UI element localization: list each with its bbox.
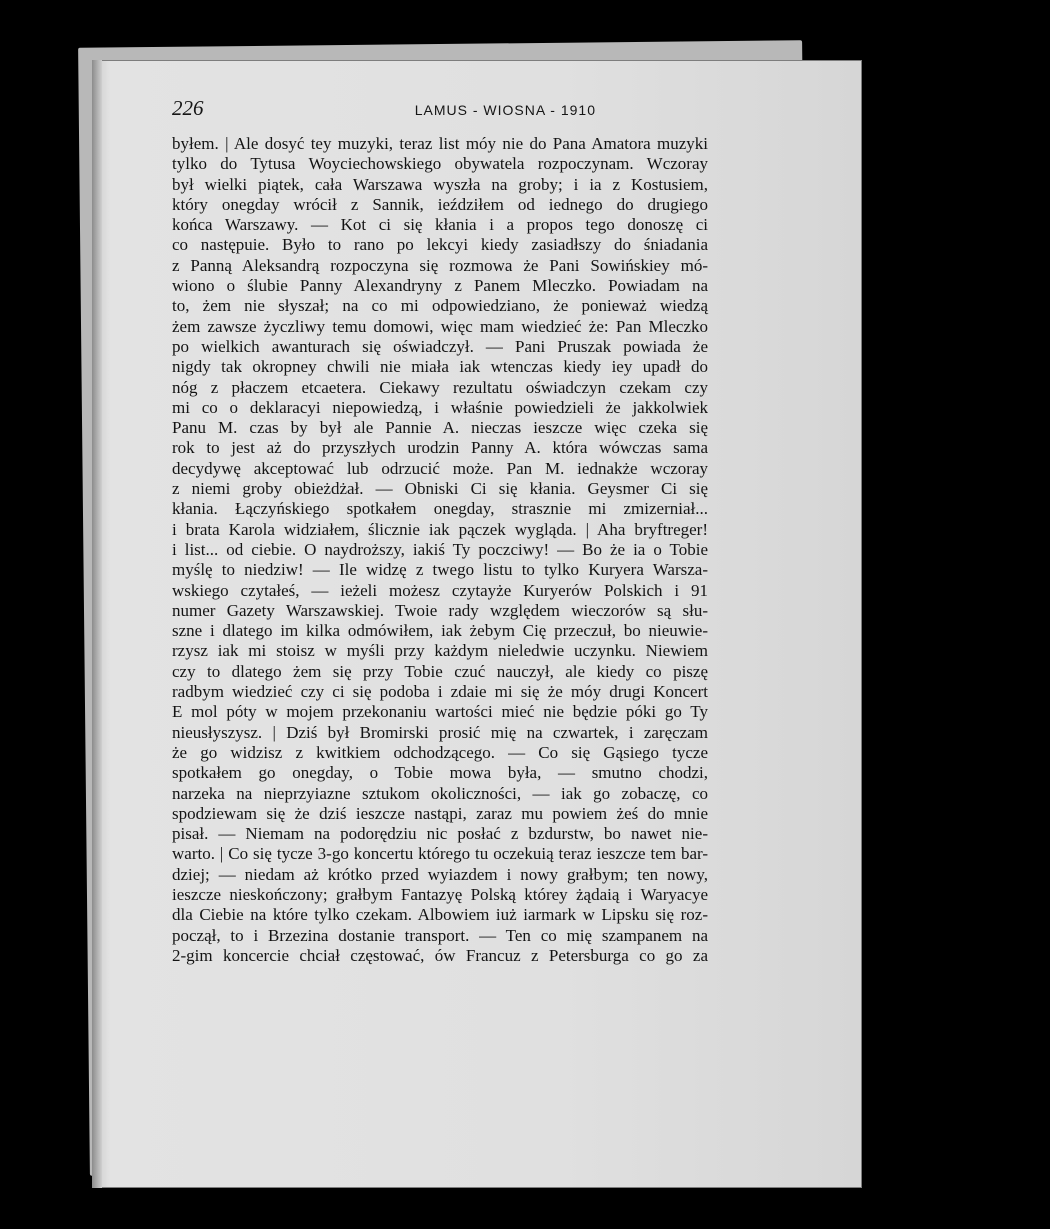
text-line: warto. | Co się tycze 3-go koncertu którego tu oczekuią teraz ieszcze tem bar- (172, 844, 708, 864)
text-line: wiono o ślubie Panny Alexandryny z Panem Mleczko. Powiadam na (172, 276, 708, 296)
text-line: z Panną Aleksandrą rozpoczyna się rozmowa że Pani Sowińskiey mó- (172, 255, 708, 275)
text-line: decydywę akceptować lub odrzucić może. Pan M. iednakże wczoray (172, 458, 708, 478)
text-line: myślę to niedziw! — Ile widzę z twego listu to tylko Kuryera Warsza- (172, 560, 708, 580)
text-line: 2-gim koncercie chciał częstować, ów Francuz z Petersburga co go za (172, 945, 708, 965)
text-line: szne i dlatego im kilka odmówiłem, iak żebym Cię przeczuł, bo nieuwie- (172, 621, 708, 641)
text-line: był wielki piątek, cała Warszawa wyszła na groby; i ia z Kostusiem, (172, 174, 708, 194)
running-head: LAMUS - WIOSNA - 1910 (414, 102, 596, 118)
page-header (172, 96, 732, 126)
text-line: wskiego czytałeś, — ieżeli możesz czytayże Kuryerów Polskich i 91 (172, 580, 708, 600)
text-line: nóg z płaczem etcaetera. Ciekawy rezultatu oświadczyn czekam czy (172, 377, 708, 397)
body-text (172, 134, 708, 966)
text-line: nigdy tak okropney chwili nie miała iak wtenczas kiedy iey upadł do (172, 357, 708, 377)
text-line: rzysz iak mi stoisz w myśli przy każdym nieledwie uczynku. Niewiem (172, 641, 708, 661)
text-line: spotkałem go onegday, o Tobie mowa była, — smutno chodzi, (172, 763, 708, 783)
page-number: 226 (172, 96, 204, 120)
text-line: który onegday wrócił z Sannik, ieździłem od iednego do drugiego (172, 194, 708, 214)
text-line: i list... od ciebie. O naydroższy, iakiś Ty poczciwy! — Bo że ia o Tobie (172, 539, 708, 559)
text-line: pisał. — Niemam na podorędziu nic posłać z bzdurstw, bo nawet nie- (172, 824, 708, 844)
text-line: kłania. Łączyńskiego spotkałem onegday, strasznie mi zmizerniał... (172, 499, 708, 519)
text-line: narzeka na nieprzyiazne sztukom okoliczności, — iak go zobaczę, co (172, 783, 708, 803)
text-line: E mol póty w mojem przekonaniu wartości mieć nie będzie póki go Ty (172, 702, 708, 722)
text-line: tylko do Tytusa Woyciechowskiego obywatela rozpoczynam. Wczoray (172, 154, 708, 174)
text-line: co następuie. Było to rano po lekcyi kiedy zasiadłszy do śniadania (172, 235, 708, 255)
text-line: czy to dlatego żem się przy Tobie czuć nauczył, ale kiedy co piszę (172, 661, 708, 681)
text-line: rok to jest aż do przyszłych urodzin Panny A. która wówczas sama (172, 438, 708, 458)
text-line: nieusłyszysz. | Dziś był Bromirski prosić mię na czwartek, i zaręczam (172, 722, 708, 742)
text-line: że go widzisz z kwitkiem odchodzącego. — Co się Gąsiego tycze (172, 742, 708, 762)
text-line: końca Warszawy. — Kot ci się kłania i a propos tego donoszę ci (172, 215, 708, 235)
text-line: mi co o deklaracyi niepowiedzą, i właśnie powiedzieli że jakkolwiek (172, 397, 708, 417)
text-line: ieszcze nieskończony; grałbym Fantazyę Polską którey żądaią i Waryacye (172, 884, 708, 904)
text-line: byłem. | Ale dosyć tey muzyki, teraz list móy nie do Pana Amatora muzyki (172, 134, 708, 153)
text-line: radbym wiedzieć czy ci się podoba i zdaie mi się że móy drugi Koncert (172, 682, 708, 702)
text-line: spodziewam się że dziś ieszcze nastąpi, zaraz mu powiem żeś do mnie (172, 803, 708, 823)
text-line: i brata Karola widziałem, ślicznie iak pączek wygląda. | Aha bryftreger! (172, 519, 708, 539)
text-line: numer Gazety Warszawskiej. Twoie rady względem wieczorów są słu- (172, 600, 708, 620)
text-line: żem zawsze życzliwy temu domowi, więc mam wiedzieć że: Pan Mleczko (172, 316, 708, 336)
page-edge (92, 60, 102, 1188)
text-line: to, żem nie słyszał; na co mi odpowiedziano, że ponieważ wiedzą (172, 296, 708, 316)
text-line: począł, to i Brzezina dostanie transport. — Ten co mię szampanem na (172, 925, 708, 945)
text-line: dziej; — niedam aż krótko przed wyiazdem i nowy grałbym; ten nowy, (172, 864, 708, 884)
text-line: dla Ciebie na które tylko czekam. Albowiem iuż iarmark w Lipsku się roz- (172, 905, 708, 925)
text-line: po wielkich awanturach się oświadczył. — Pani Pruszak powiada że (172, 336, 708, 356)
text-line: z niemi groby obieżdżał. — Obniski Ci się kłania. Geysmer Ci się (172, 479, 708, 499)
text-line: Panu M. czas by był ale Pannie A. nieczas ieszcze więc czeka się (172, 418, 708, 438)
